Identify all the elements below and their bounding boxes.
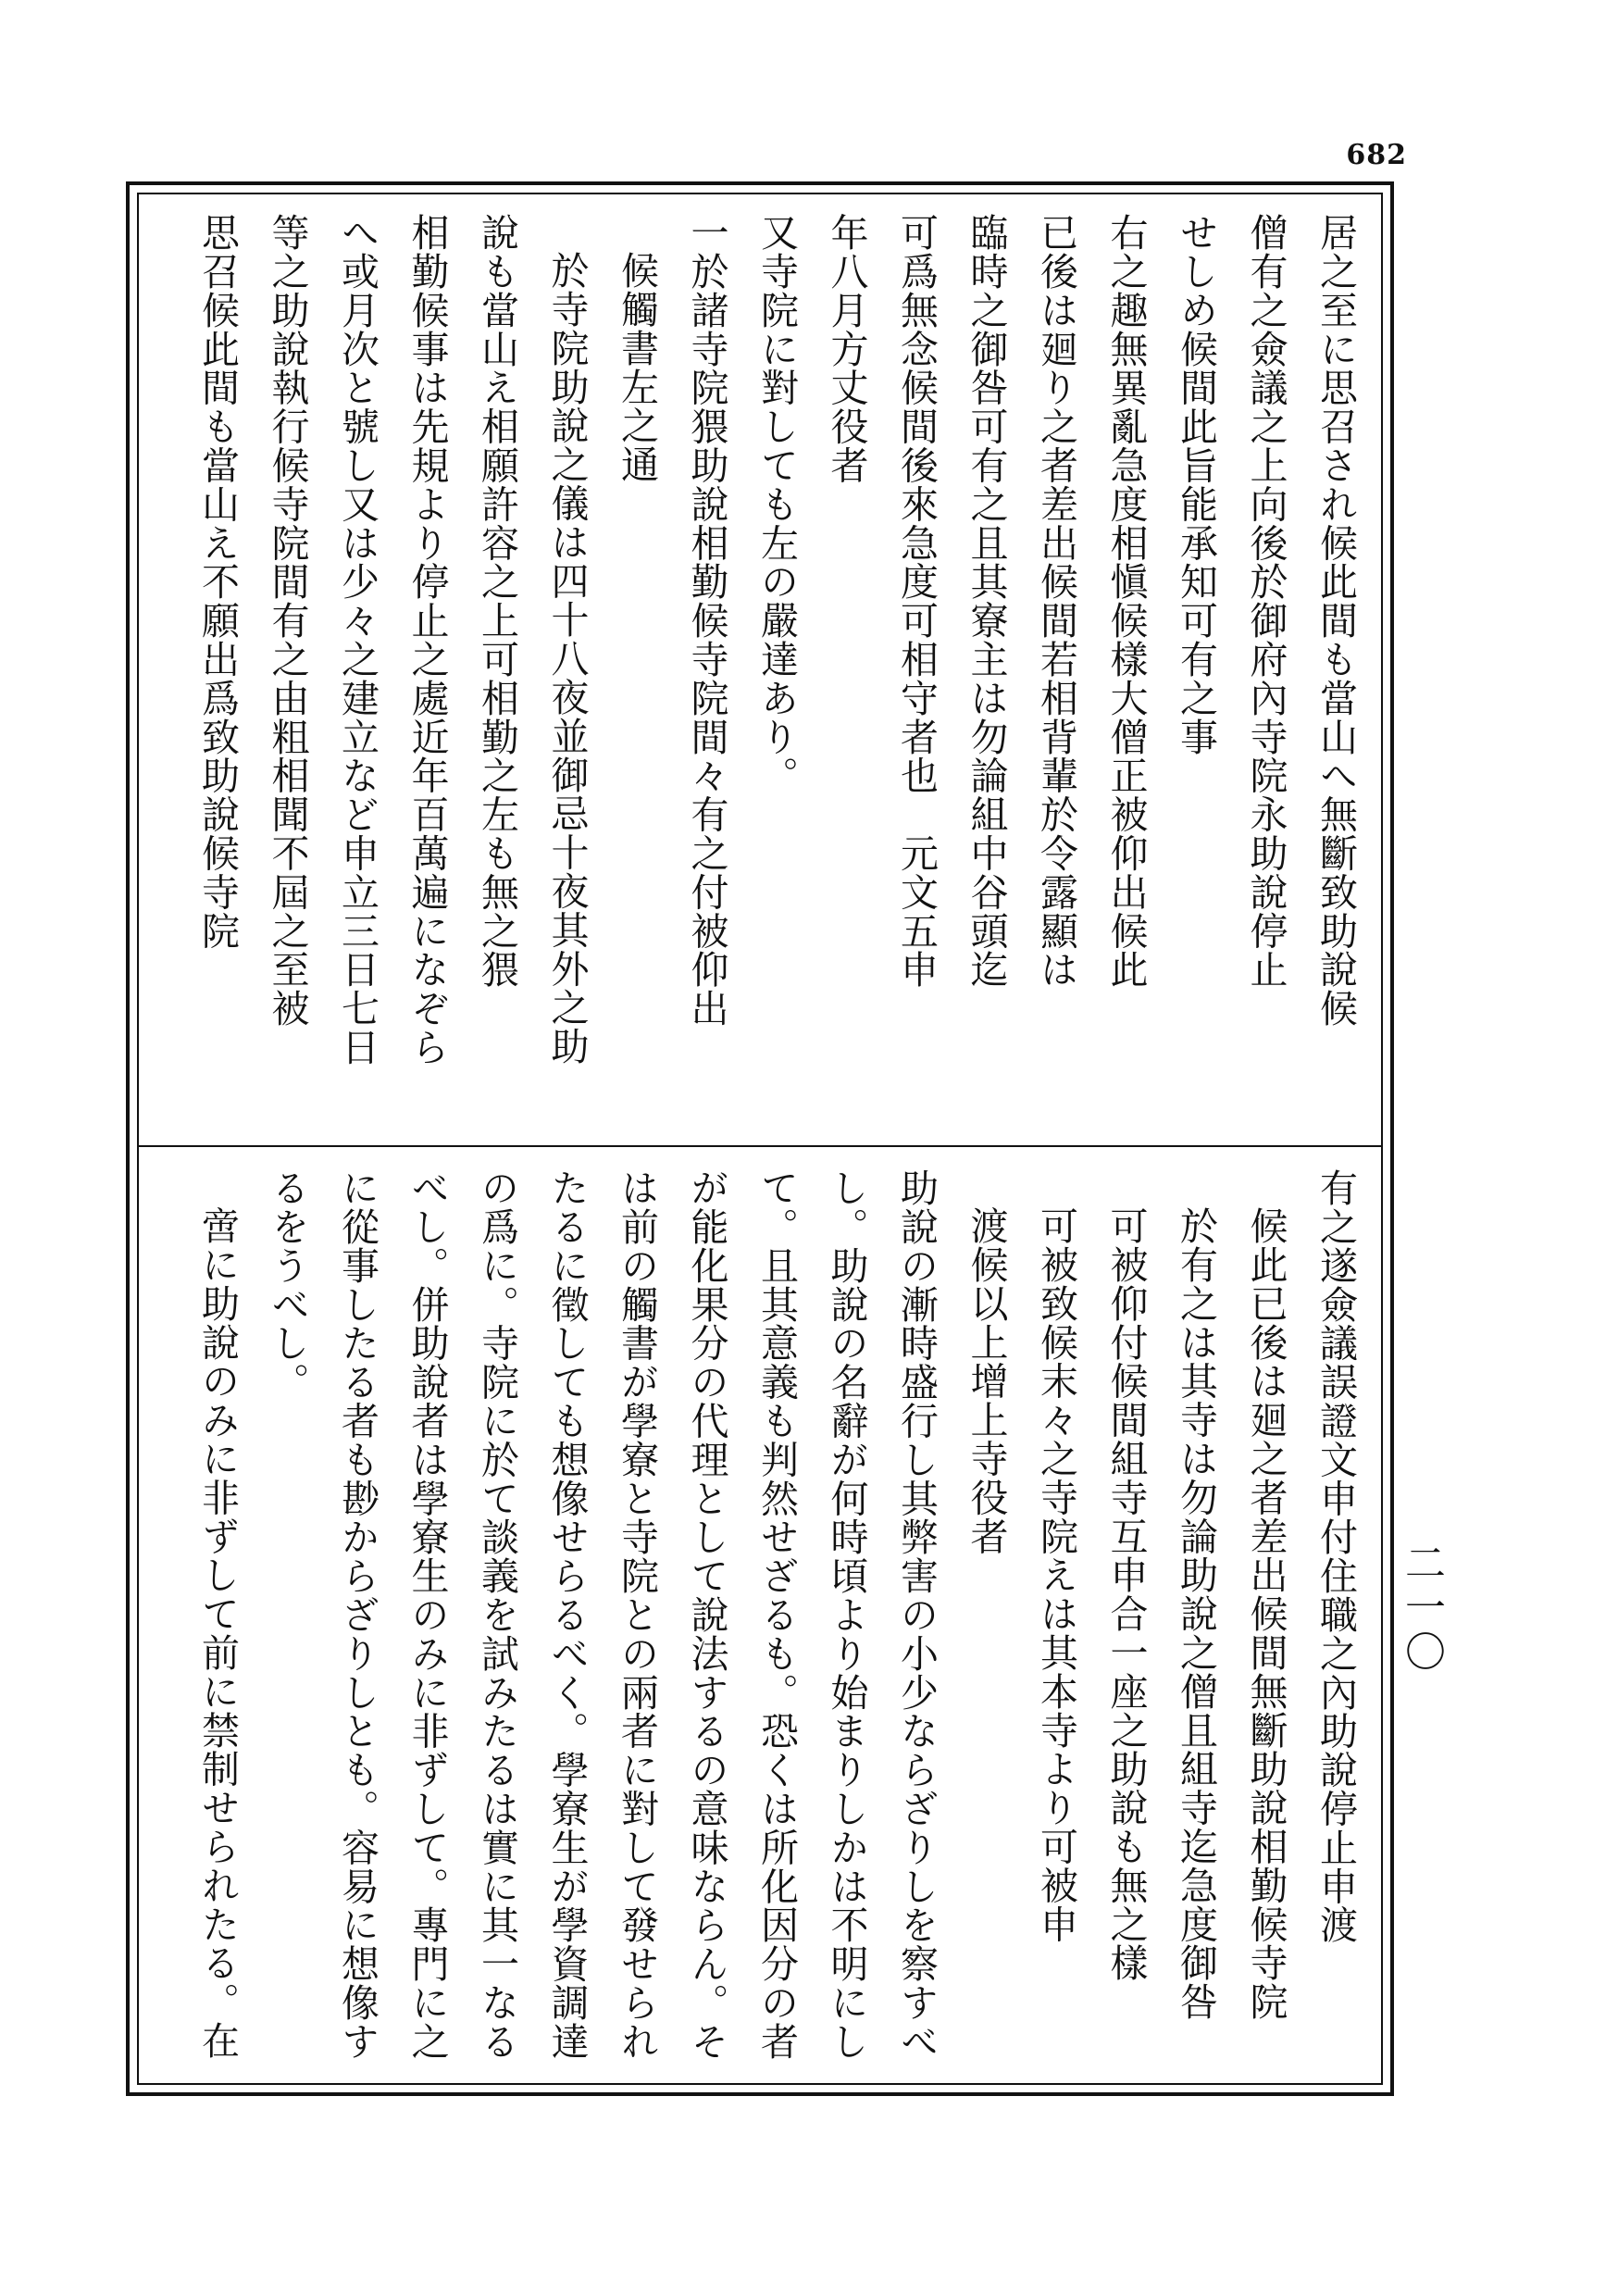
text-column: たるに徵しても想像せらるべく。學寮生が學資調達 [544,1168,590,2061]
text-column: るをうべし。 [265,1168,310,1402]
text-column: へ或月次と號し又は少々之建立など申立三日七日 [335,213,380,1067]
text-column: 助說の漸時盛行し其弊害の小少ならざりしを察すべ [894,1168,939,2061]
text-column: 渡候以上增上寺役者 [964,1206,1009,1556]
text-column: 居之至に思召され候此間も當山へ無斷致助說候 [1313,213,1358,1028]
text-column: 僧有之僉議之上向後於御府內寺院永助說停止 [1243,213,1288,989]
text-column: 有之遂僉議誤證文申付住職之內助說停止申渡 [1313,1168,1358,1944]
text-column: 可被致候末々之寺院えは其本寺より可被申 [1034,1206,1078,1944]
text-column: 於有之は其寺は勿論助說之僧且組寺迄急度御咎 [1174,1206,1218,2021]
section-divider [137,1145,1383,1147]
text-column: べし。併助說者は學寮生のみに非ずして。專門に之 [404,1168,450,2061]
text-column: 臨時之御咎可有之且其寮主は勿論組中谷頭迄 [964,213,1009,989]
text-column: 右之趣無異亂急度相愼候樣大僧正被仰出候此 [1103,213,1149,989]
text-column: 啻に助說のみに非ずして前に禁制せられたる。在 [195,1206,240,2060]
text-column: 可被仰付候間組寺互申合一座之助說も無之樣 [1103,1206,1149,1982]
text-column: し。助說の名辭が何時頃より始まりしかは不明にし [824,1168,869,2061]
text-column: の爲に。寺院に於て談義を試みたるは實に其一なる [475,1168,519,2061]
text-column: 思召候此間も當山え不願出爲致助說候寺院 [195,213,240,951]
text-column: 相勤候事は先規より停止之處近年百萬遍になぞら [404,213,450,1067]
text-column: て。且其意義も判然せざるも。恐くは所化因分の者 [754,1168,799,2061]
text-column: に從事したる者も尠からざりしとも。容易に想像す [335,1168,380,2061]
folio-number: 二一〇 [1398,1541,1445,1675]
upper-text-block [167,213,1370,1120]
text-column: は前の觸書が學寮と寺院との兩者に對して發せられ [615,1168,659,2061]
text-column: 已後は廻り之者差出候間若相背輩於令露顯は [1034,213,1078,989]
text-column: せしめ候間此旨能承知可有之事 [1174,213,1218,756]
lower-text-block [167,1168,1370,2071]
text-column: 候觸書左之通 [615,251,659,484]
text-column: が能化果分の代理として說法するの意味ならん。そ [684,1168,729,2061]
text-column: 又寺院に對しても左の嚴達あり。 [754,213,799,795]
text-column: 年八月方丈役者 [824,213,869,485]
text-column: 說も當山え相願許容之上可相勤之左も無之猥 [475,213,519,989]
text-column: 可爲無念候間後來急度可相守者也 元文五申 [894,213,939,989]
text-column: 候此已後は廻之者差出候間無斷助說相勤候寺院 [1243,1206,1288,2021]
page-number: 682 [1346,139,1407,171]
text-column: 於寺院助說之儀は四十八夜並御忌十夜其外之助 [544,251,590,1066]
text-column: 一於諸寺院猥助說相勤候寺院間々有之付被仰出 [684,213,729,1028]
text-column: 等之助說執行候寺院間有之由粗相聞不屆之至被 [265,213,310,1028]
